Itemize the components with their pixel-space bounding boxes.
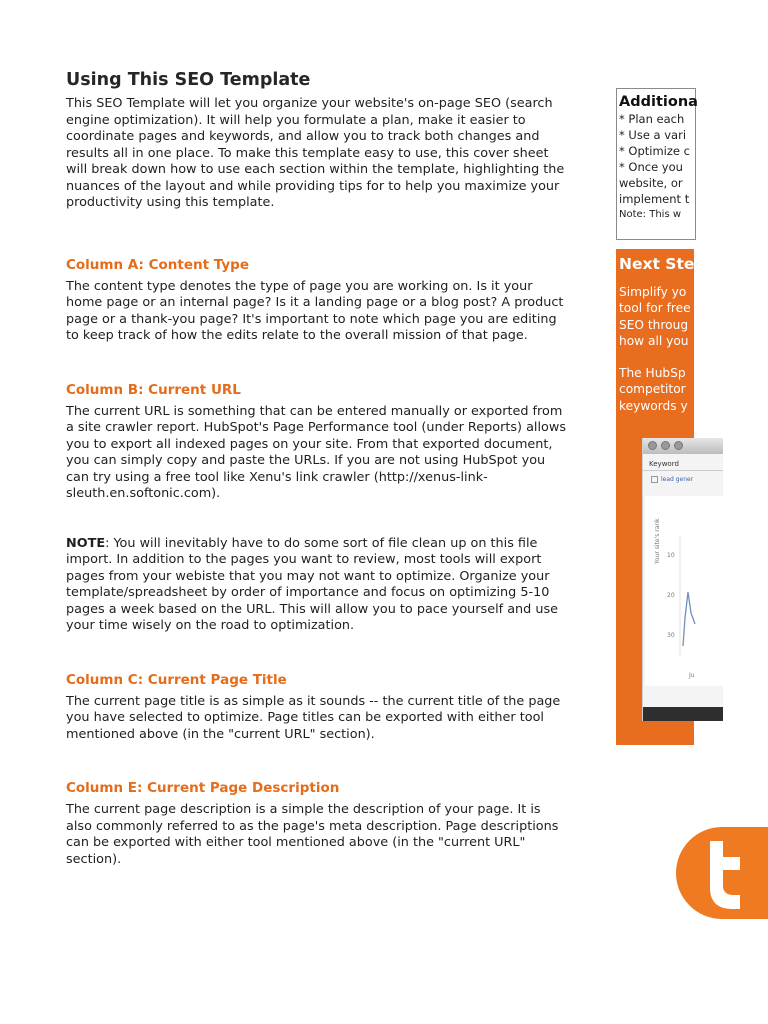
checkbox-icon [651,476,658,483]
window-control-icon [661,441,670,450]
main-content [66,70,566,868]
y-tick: 20 [667,592,675,599]
additional-tips-title: Additiona [619,94,698,110]
section-e-heading: Column E: Current Page Description [66,780,340,796]
section-a-heading: Column A: Content Type [66,256,249,273]
keyword-label: Keyword [649,460,679,468]
section-e-body: The current page description is a simple the description of your page. It is also commonly referred to as the page's meta description. Page descriptions can be exported with either tool mentioned above (in the "current URL" section). [66,802,559,867]
rank-chart [645,496,723,686]
next-steps-line: competitor [619,382,686,397]
x-tick: Ju [689,672,695,679]
y-tick: 10 [667,552,675,559]
next-steps-line: SEO throug [619,317,689,332]
additional-tip-line: implement t [619,192,690,206]
note-paragraph [66,536,566,635]
additional-tip-line: website, or [619,176,683,190]
next-steps-line: The HubSp [619,366,686,381]
t-glyph-icon [676,827,768,919]
section-c-body: The current page title is as simple as it sounds -- the current title of the page you have selected to optimize. Page titles can be exported with either tool mentioned above (in the "current URL" section). [66,693,561,742]
section-a-body: The content type denotes the type of page you are working on. Is it your home page or an internal page? Is it a landing page or a blog post? A product page or a thank-you page? It's important to note which page you are editing to keep track of how the edits relate to the overall mission of that page. [66,278,564,343]
window-footer [643,707,723,721]
note-label: NOTE [66,535,106,551]
section-b-heading: Column B: Current URL [66,381,241,398]
window-control-icon [674,441,683,450]
next-steps-title: Next Step [619,255,706,273]
section-b-body: The current URL is something that can be entered manually or exported from a site crawler report. HubSpot's Page Performance tool (under Reports) allows you to export all indexed pages on your site. From that exported document, you can simply copy and paste the URLs. If you are not using HubSpot you can try using a free tool like Xenu's link crawler (http://xenus-link-sleuth.en.softonic.com). [66,403,566,501]
additional-tip-note: Note: This w [619,209,682,220]
additional-tip-line: * Optimize c [619,144,690,158]
lead-row [651,476,693,483]
y-axis-label: Your site's rank [654,518,661,564]
next-steps-line: tool for free [619,301,691,316]
rank-tracker-screenshot [642,438,723,721]
additional-tip-line: * Plan each [619,112,685,126]
additional-tips-box [616,88,696,240]
lead-label: lead gener [661,476,694,483]
intro-paragraph: This SEO Template will let you organize your website's on-page SEO (search engine optimization). It will help you formulate a plan, make it easier to coordinate pages and keywords, and allow you to track both changes and results all in one place. To make this template easy to use, this cover sheet will break down how to use each section within the template, highlighting the nuances of the layout and while providing tips for to help you maximize your productivity using this template. [66,96,565,210]
window-control-icon [648,441,657,450]
next-steps-line: how all you [619,333,689,348]
next-steps-line: Simplify yo [619,285,687,299]
additional-tip-line: * Once you [619,160,683,174]
page-title: Using This SEO Template [66,70,311,90]
note-body: : You will inevitably have to do some sort of file clean up on this file import. In addition to the pages you want to review, most tools will export pages from your webiste that you may not want to optimize. Organize your template/spreadsheet by order of importance and focus on optimizing 5-10 pages a week based on the URL. This will allow you to pace yourself and use your time wisely on the road to optimization. [66,535,558,633]
y-tick: 30 [667,632,675,639]
twitter-t-icon[interactable] [676,827,768,919]
next-steps-line: keywords y [619,398,688,413]
rank-line-graph [645,496,723,686]
window-titlebar [643,438,723,454]
additional-tip-line: * Use a vari [619,128,687,142]
section-c-heading: Column C: Current Page Title [66,671,287,688]
next-steps-panel [616,249,706,745]
